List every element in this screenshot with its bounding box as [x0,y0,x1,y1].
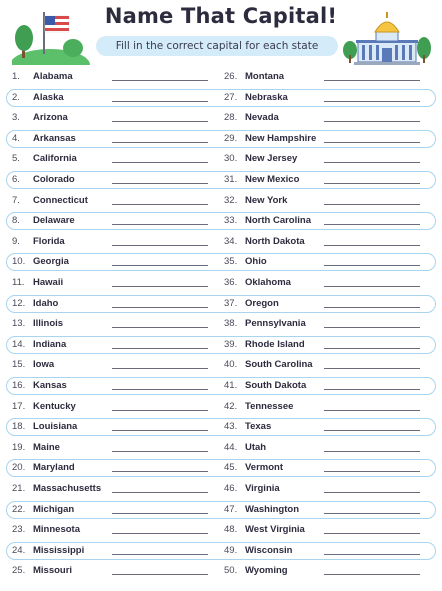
capital-answer-blank[interactable] [112,121,208,122]
worksheet-row [0,398,442,416]
worksheet-row [0,130,442,148]
state-entry [224,398,429,416]
capital-answer-blank[interactable] [112,142,208,143]
state-entry [12,459,217,477]
capital-answer-blank[interactable] [324,533,420,534]
state-entry [224,68,429,86]
state-number: 7. [12,194,20,206]
state-name: Arizona [33,112,68,124]
state-name: Oklahoma [245,277,291,288]
state-name: Nevada [245,112,279,124]
state-number: 20. [12,462,26,474]
state-name: Louisiana [33,421,78,433]
state-number: 45. [224,462,238,474]
capital-answer-blank[interactable] [324,389,420,390]
worksheet-row [0,439,442,457]
state-entry [12,109,217,127]
capital-answer-blank[interactable] [324,162,420,163]
state-number: 33. [224,215,238,227]
state-number: 23. [12,524,26,536]
state-entry [12,295,217,313]
state-entry [224,171,429,189]
capital-answer-blank[interactable] [112,265,208,266]
state-name: Tennessee [245,400,294,412]
state-number: 1. [12,71,20,82]
state-name: Kentucky [33,400,76,412]
capital-answer-blank[interactable] [112,101,208,102]
state-number: 31. [224,174,238,185]
capital-answer-blank[interactable] [112,348,208,349]
state-entry [12,171,217,189]
state-number: 13. [12,318,26,330]
state-number: 27. [224,91,238,103]
capital-answer-blank[interactable] [324,101,420,102]
capital-answer-blank[interactable] [112,451,208,452]
state-number: 35. [224,256,238,268]
state-entry [12,521,217,539]
worksheet-row [0,521,442,539]
state-entry [12,336,217,354]
state-name: Wisconsin [245,544,293,556]
state-name: Utah [245,441,267,453]
state-name: North Dakota [245,235,305,247]
state-name: Delaware [33,215,75,227]
state-entry [224,418,429,436]
capital-answer-blank[interactable] [324,80,420,81]
state-entry [12,418,217,436]
worksheet-row [0,480,442,498]
state-name: Mississippi [33,544,85,556]
state-name: California [33,153,77,165]
state-entry [224,439,429,457]
state-entry [224,130,429,148]
state-name: Illinois [33,318,64,330]
state-number: 50. [224,565,238,577]
state-name: Kansas [33,380,67,391]
state-entry [12,501,217,519]
state-entry [224,336,429,354]
state-number: 5. [12,153,20,165]
capital-answer-blank[interactable] [112,389,208,390]
worksheet-row [0,377,442,395]
state-entry [224,295,429,313]
worksheet-row [0,315,442,333]
state-entry [224,521,429,539]
capital-answer-blank[interactable] [324,183,420,184]
state-name: New York [245,194,288,206]
state-entry [12,398,217,416]
state-entry [12,212,217,230]
state-number: 15. [12,359,26,371]
worksheet-row [0,109,442,127]
state-entry [224,274,429,292]
state-name: Indiana [33,338,67,350]
state-entry [12,253,217,271]
worksheet-row [0,233,442,251]
state-name: Maine [33,441,60,453]
state-entry [224,253,429,271]
state-number: 39. [224,338,238,350]
state-name: Alaska [33,91,64,103]
state-name: Nebraska [245,91,288,103]
state-number: 8. [12,215,20,227]
worksheet-row [0,562,442,580]
state-number: 32. [224,194,238,206]
state-number: 21. [12,483,26,494]
state-number: 6. [12,174,20,185]
capital-answer-blank[interactable] [324,368,420,369]
capital-answer-blank[interactable] [324,327,420,328]
state-name: Ohio [245,256,267,268]
worksheet-row [0,336,442,354]
capital-answer-blank[interactable] [112,368,208,369]
state-name: New Mexico [245,174,300,185]
capital-answer-blank[interactable] [324,492,420,493]
state-name: New Jersey [245,153,298,165]
state-number: 48. [224,524,238,536]
capital-answer-blank[interactable] [112,286,208,287]
state-number: 9. [12,235,20,247]
state-name: Hawaii [33,277,64,288]
state-name: Virginia [245,483,280,494]
state-entry [224,542,429,560]
capital-answer-blank[interactable] [324,121,420,122]
state-entry [224,480,429,498]
capital-answer-blank[interactable] [112,327,208,328]
capital-answer-blank[interactable] [112,533,208,534]
state-name: Alabama [33,71,73,82]
state-number: 2. [12,91,20,103]
state-entry [224,89,429,107]
state-number: 40. [224,359,238,371]
capital-answer-blank[interactable] [324,410,420,411]
capital-answer-blank[interactable] [112,307,208,308]
state-number: 24. [12,544,26,556]
state-entry [12,274,217,292]
state-entry [12,315,217,333]
state-entry [224,459,429,477]
capital-answer-blank[interactable] [112,183,208,184]
state-entry [12,192,217,210]
worksheet-row [0,418,442,436]
capital-answer-blank[interactable] [112,513,208,514]
state-name: Minnesota [33,524,80,536]
state-number: 28. [224,112,238,124]
capital-answer-blank[interactable] [324,224,420,225]
state-entry [224,192,429,210]
state-entry [12,130,217,148]
flag-hill-illustration [12,10,90,65]
state-number: 46. [224,483,238,494]
state-number: 44. [224,441,238,453]
state-name: North Carolina [245,215,311,227]
worksheet-row [0,89,442,107]
worksheet-header [0,0,442,68]
state-name: South Carolina [245,359,313,371]
state-number: 29. [224,132,238,144]
capital-answer-blank[interactable] [324,265,420,266]
state-name: Iowa [33,359,55,371]
state-number: 16. [12,380,26,391]
state-number: 10. [12,256,26,268]
state-entry [12,377,217,395]
capital-answer-blank[interactable] [324,430,420,431]
state-number: 30. [224,153,238,165]
state-name: New Hampshire [245,132,317,144]
state-number: 18. [12,421,26,433]
capital-answer-blank[interactable] [324,204,420,205]
state-entry [224,150,429,168]
state-number: 38. [224,318,238,330]
state-name: Missouri [33,565,73,577]
state-name: South Dakota [245,380,307,391]
state-entry [12,89,217,107]
state-name: Oregon [245,297,279,309]
instructions-banner: Fill in the correct capital for each state [96,36,338,56]
state-number: 14. [12,338,26,350]
worksheet-row [0,253,442,271]
state-name: West Virginia [245,524,305,536]
capital-answer-blank[interactable] [324,307,420,308]
state-name: Georgia [33,256,69,268]
capital-answer-blank[interactable] [112,574,208,575]
state-number: 12. [12,297,26,309]
worksheet-row [0,212,442,230]
capital-answer-blank[interactable] [324,286,420,287]
state-entry [12,233,217,251]
worksheet-row [0,295,442,313]
state-entry [224,562,429,580]
worksheet-row [0,68,442,86]
state-number: 47. [224,503,238,515]
state-number: 42. [224,400,238,412]
state-name: Pennsylvania [245,318,306,330]
worksheet-row [0,356,442,374]
capital-answer-blank[interactable] [324,142,420,143]
state-entry [12,68,217,86]
worksheet-row [0,150,442,168]
state-entry [224,501,429,519]
state-name: Montana [245,71,285,82]
state-entry [12,562,217,580]
page-title: Name That Capital! [104,4,338,28]
state-number: 36. [224,277,238,288]
state-entry [224,212,429,230]
state-number: 43. [224,421,238,433]
state-entry [224,233,429,251]
state-entry [224,377,429,395]
state-entry [224,315,429,333]
capital-answer-blank[interactable] [324,348,420,349]
worksheet-row [0,171,442,189]
capital-answer-blank[interactable] [112,224,208,225]
state-number: 49. [224,544,238,556]
capital-answer-blank[interactable] [324,574,420,575]
worksheet-row [0,274,442,292]
state-number: 4. [12,132,20,144]
state-name: Florida [33,235,65,247]
state-entry [12,439,217,457]
state-name: Washington [245,503,299,515]
capital-answer-blank[interactable] [324,471,420,472]
capital-answer-blank[interactable] [112,471,208,472]
capital-answer-blank[interactable] [324,513,420,514]
state-entry [12,542,217,560]
state-name: Connecticut [33,194,88,206]
state-name: Wyoming [245,565,288,577]
state-entry [12,356,217,374]
state-number: 11. [12,277,25,288]
state-number: 3. [12,112,20,124]
state-name: Colorado [33,174,75,185]
capital-answer-blank[interactable] [324,245,420,246]
state-name: Texas [245,421,272,433]
capital-answer-blank[interactable] [112,204,208,205]
capital-answer-blank[interactable] [324,451,420,452]
state-number: 19. [12,441,26,453]
worksheet-row [0,192,442,210]
state-number: 25. [12,565,26,577]
capital-answer-blank[interactable] [324,554,420,555]
state-number: 41. [224,380,238,391]
state-number: 26. [224,71,238,82]
capital-answer-blank[interactable] [112,162,208,163]
state-name: Arkansas [33,132,76,144]
capital-answer-blank[interactable] [112,410,208,411]
state-number: 17. [12,400,26,412]
capitol-building-illustration [342,10,434,65]
capital-answer-blank[interactable] [112,430,208,431]
state-name: Vermont [245,462,284,474]
state-name: Rhode Island [245,338,305,350]
worksheet-row [0,501,442,519]
state-number: 37. [224,297,238,309]
state-number: 22. [12,503,26,515]
capital-answer-blank[interactable] [112,80,208,81]
state-name: Michigan [33,503,75,515]
state-number: 34. [224,235,238,247]
state-entry [224,109,429,127]
state-name: Idaho [33,297,59,309]
capital-answer-blank[interactable] [112,554,208,555]
capital-answer-blank[interactable] [112,492,208,493]
state-name: Massachusetts [33,483,102,494]
state-entry [12,150,217,168]
worksheet-row [0,459,442,477]
state-name: Maryland [33,462,75,474]
state-entry [12,480,217,498]
capital-answer-blank[interactable] [112,245,208,246]
state-entry [224,356,429,374]
worksheet-row [0,542,442,560]
